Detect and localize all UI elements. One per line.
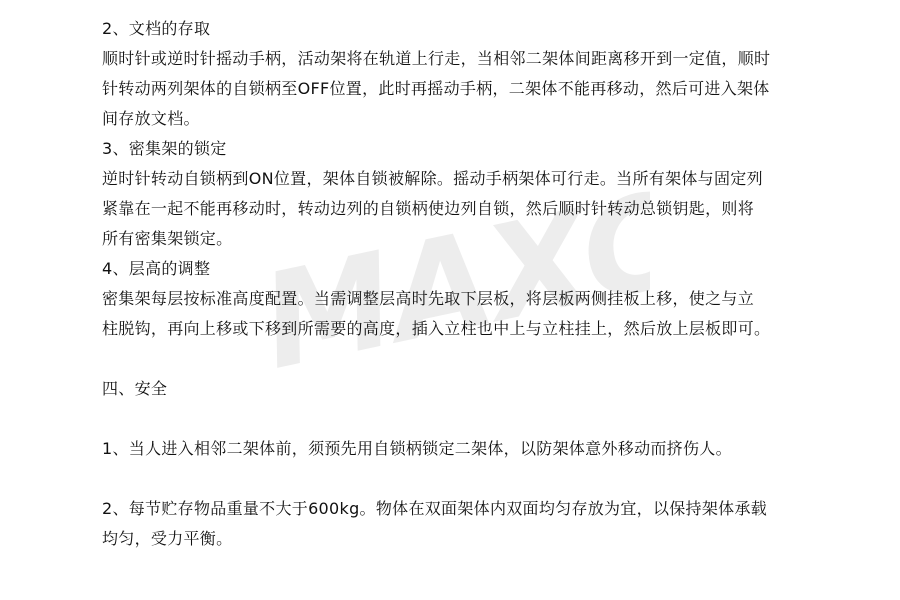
safety-title: 四、安全	[102, 379, 168, 398]
safety-item-line: 2、每节贮存物品重量不大于600kg。物体在双面架体内双面均匀存放为宜，以保持架体承载	[102, 499, 768, 518]
paragraph-line: 间存放文档。	[102, 109, 200, 128]
paragraph-line: 紧靠在一起不能再移动时，转动边列的自锁柄使边列自锁，然后顺时针转动总锁钥匙，则将	[102, 199, 755, 218]
paragraph-line: 顺时针或逆时针摇动手柄，活动架将在轨道上行走，当相邻二架体间距离移开到一定值，顺时	[102, 49, 771, 68]
section-doc-access	[102, 14, 842, 134]
safety-item-line: 1、当人进入相邻二架体前，须预先用自锁柄锁定二架体，以防架体意外移动而挤伤人。	[102, 439, 732, 458]
blank-line	[102, 344, 842, 374]
watermark-text: MAXCO	[250, 180, 650, 380]
paragraph-line: 逆时针转动自锁柄到ON位置，架体自锁被解除。摇动手柄架体可行走。当所有架体与固定列	[102, 169, 763, 188]
section-heading: 2、文档的存取	[102, 19, 211, 38]
section-heading: 3、密集架的锁定	[102, 139, 227, 158]
blank-line	[102, 464, 842, 494]
section-shelf-lock	[102, 134, 842, 254]
paragraph-line: 针转动两列架体的自锁柄至OFF位置，此时再摇动手柄，二架体不能再移动，然后可进入架体	[102, 79, 770, 98]
paragraph-line: 柱脱钩，再向上移或下移到所需要的高度，插入立柱也中上与立柱挂上，然后放上层板即可。	[102, 319, 771, 338]
paragraph-line: 密集架每层按标准高度配置。当需调整层高时先取下层板，将层板两侧挂板上移，使之与立	[102, 289, 755, 308]
section-heading: 4、层高的调整	[102, 259, 211, 278]
blank-line	[102, 404, 842, 434]
paragraph-line: 所有密集架锁定。	[102, 229, 233, 248]
section-height-adjust	[102, 254, 842, 344]
document-body	[102, 14, 842, 554]
safety-item-line: 均匀，受力平衡。	[102, 529, 233, 548]
